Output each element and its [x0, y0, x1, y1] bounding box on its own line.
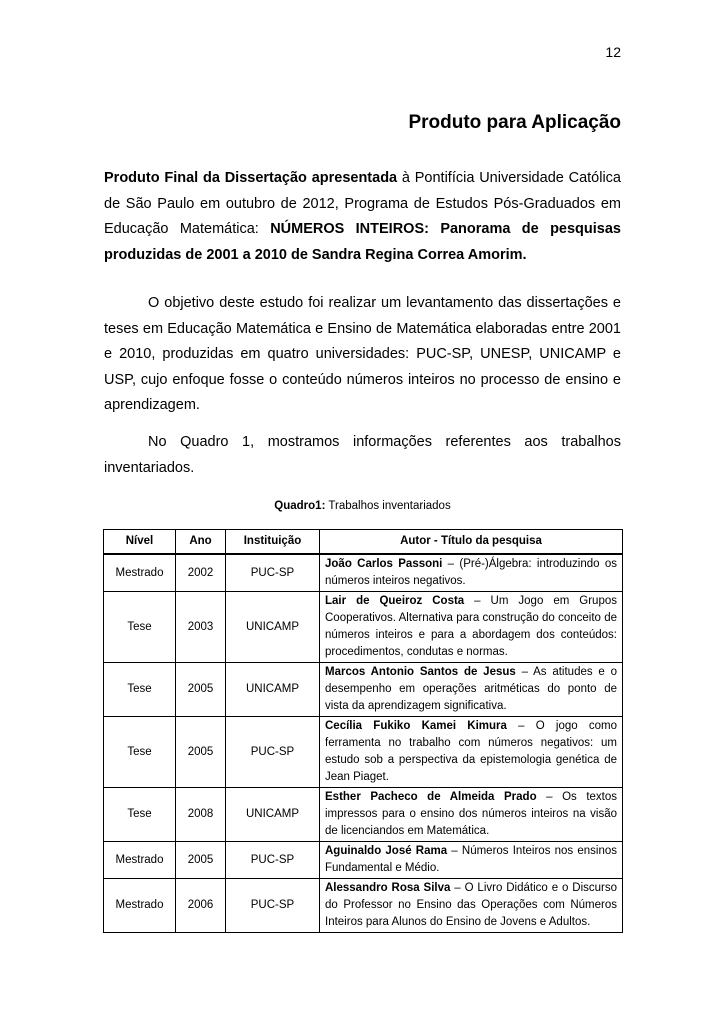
cell-instituicao: PUC-SP: [226, 554, 320, 592]
cell-autor-titulo: [320, 592, 623, 663]
header-nivel: Nível: [104, 530, 176, 555]
research-title: – Números Inteiros nos ensinos Fundamental e Médio.: [325, 845, 617, 874]
author-name: João Carlos Passoni: [325, 558, 443, 570]
cell-ano: 2008: [176, 788, 226, 842]
cell-nivel: Tese: [104, 717, 176, 788]
research-title: – (Pré-)Álgebra: introduzindo os números inteiros negativos.: [325, 558, 618, 587]
cell-nivel: Tese: [104, 788, 176, 842]
cell-instituicao: UNICAMP: [226, 592, 320, 663]
works-table: [103, 529, 623, 933]
cell-ano: 2005: [176, 663, 226, 717]
table-row: [104, 554, 623, 592]
cell-autor-titulo: [320, 879, 623, 933]
table-row: [104, 879, 623, 933]
quadro-reference-paragraph: No Quadro 1, mostramos informações referentes aos trabalhos inventariados.: [104, 434, 621, 476]
header-instituicao: Instituição: [226, 530, 320, 555]
table-row: [104, 592, 623, 663]
cell-nivel: Mestrado: [104, 554, 176, 592]
author-name: Lair de Queiroz Costa: [325, 595, 465, 607]
cell-instituicao: PUC-SP: [226, 879, 320, 933]
cell-nivel: Tese: [104, 592, 176, 663]
author-name: Alessandro Rosa Silva: [325, 882, 451, 894]
author-name: Marcos Antonio Santos de Jesus: [325, 666, 516, 678]
table-row: [104, 717, 623, 788]
cell-autor-titulo: [320, 663, 623, 717]
header-autor-titulo: Autor - Título da pesquisa: [320, 530, 623, 555]
objective-paragraph: O objetivo deste estudo foi realizar um levantamento das dissertações e teses em Educação Matemática e Ensino de Matemática elaboradas entre 2001 e 2010, produzidas em quatro universidades: PUC-SP, UNESP, UNICAMP e USP, cujo enfoque fosse o conteúdo números inteiros no processo de ensino e aprendizagem.: [104, 295, 621, 413]
intro-bold-lead: Produto Final da Dissertação apresentada: [104, 170, 398, 186]
caption-label: Quadro1:: [274, 500, 326, 512]
cell-instituicao: PUC-SP: [226, 717, 320, 788]
table-caption: [0, 500, 725, 512]
table-header-row: [104, 530, 623, 555]
cell-instituicao: UNICAMP: [226, 663, 320, 717]
research-title: – As atitudes e o desempenho em operações aritméticas do ponto de vista da aprendizagem significativa.: [325, 666, 617, 712]
intro-paragraph: [104, 166, 621, 268]
research-title: – O jogo como ferramenta no trabalho com números negativos: um estudo sob a perspectiva da epistemologia genética de Jean Piaget.: [325, 720, 617, 783]
author-name: Aguinaldo José Rama: [325, 845, 448, 857]
cell-autor-titulo: [320, 717, 623, 788]
cell-instituicao: UNICAMP: [226, 788, 320, 842]
research-title: – Um Jogo em Grupos Cooperativos. Alternativa para construção do conceito de números inteiros e para a abordagem dos conteúdos: procedimentos, condutas e normas.: [325, 595, 617, 658]
author-name: Esther Pacheco de Almeida Prado: [325, 791, 537, 803]
cell-autor-titulo: [320, 842, 623, 879]
cell-autor-titulo: [320, 554, 623, 592]
table-row: [104, 788, 623, 842]
cell-nivel: Tese: [104, 663, 176, 717]
cell-ano: 2003: [176, 592, 226, 663]
page-number: 12: [605, 44, 621, 60]
cell-nivel: Mestrado: [104, 879, 176, 933]
intro-text: à Pontifícia Universidade Católica de São Paulo em outubro de 2012, Programa de Estudos Pós-Graduados em Educação Matemática:: [104, 170, 621, 237]
cell-ano: 2002: [176, 554, 226, 592]
cell-instituicao: PUC-SP: [226, 842, 320, 879]
research-title: – O Livro Didático e o Discurso do Professor no Ensino das Operações com Números Inteiros para Alunos do Ensino de Jovens e Adultos.: [325, 882, 618, 928]
header-ano: Ano: [176, 530, 226, 555]
cell-nivel: Mestrado: [104, 842, 176, 879]
cell-ano: 2006: [176, 879, 226, 933]
research-title: – Os textos impressos para o ensino dos números inteiros na visão de licenciandos em Matemática.: [325, 791, 617, 837]
page-heading: Produto para Aplicação: [408, 112, 621, 133]
intro-bold-title: NÚMEROS INTEIROS: Panorama de pesquisas produzidas de 2001 a 2010 de Sandra Regina Correa Amorim.: [104, 221, 621, 263]
caption-text: Trabalhos inventariados: [325, 500, 451, 512]
author-name: Cecília Fukiko Kamei Kimura: [325, 720, 507, 732]
table-row: [104, 842, 623, 879]
cell-ano: 2005: [176, 842, 226, 879]
cell-autor-titulo: [320, 788, 623, 842]
cell-ano: 2005: [176, 717, 226, 788]
table-row: [104, 663, 623, 717]
